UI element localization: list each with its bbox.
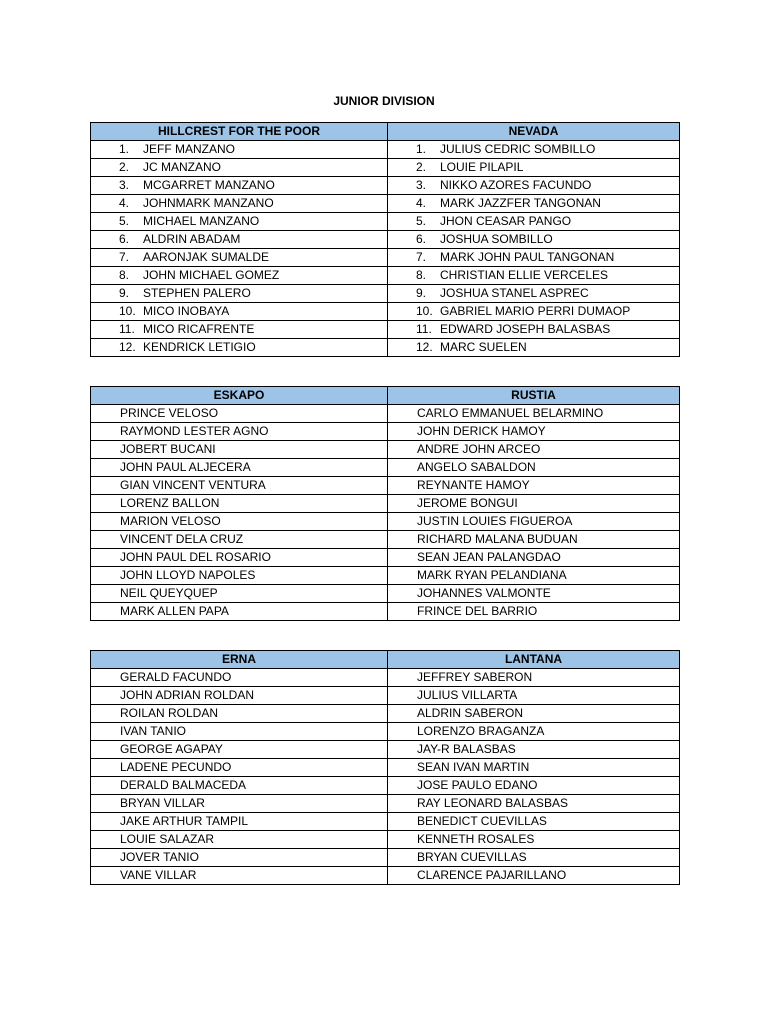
table-row [91, 231, 680, 249]
player-name: JOVER TANIO [120, 850, 199, 864]
table-row [91, 267, 680, 285]
table-row [91, 513, 680, 531]
table-row [91, 705, 680, 723]
table-row [91, 477, 680, 495]
player-number: 1. [416, 142, 427, 156]
player-name: LADENE PECUNDO [120, 760, 232, 774]
player-cell [91, 849, 388, 867]
table-row [91, 405, 680, 423]
player-number: 12. [119, 340, 136, 354]
player-cell [91, 741, 388, 759]
table-row [91, 303, 680, 321]
player-name: LORENZ BALLON [120, 496, 220, 510]
player-name: DERALD BALMACEDA [120, 778, 247, 792]
table-header-row [91, 651, 680, 669]
player-cell [388, 759, 680, 777]
player-name: STEPHEN PALERO [143, 286, 251, 300]
player-cell [388, 867, 680, 885]
roster-table-eskapo-rustia [90, 386, 680, 621]
page-title: JUNIOR DIVISION [333, 94, 435, 108]
team-header-erna: ERNA [91, 651, 388, 669]
player-cell [91, 339, 388, 357]
player-cell [91, 603, 388, 621]
player-cell [388, 477, 680, 495]
player-number: 11. [119, 322, 135, 336]
player-cell [91, 777, 388, 795]
player-number: 2. [119, 160, 130, 174]
player-cell [388, 723, 680, 741]
player-name: ALDRIN SABERON [417, 706, 524, 720]
team-header-nevada: NEVADA [388, 123, 680, 141]
player-number: 10. [119, 304, 136, 318]
player-name: VANE VILLAR [120, 868, 197, 882]
player-name: JOSHUA SOMBILLO [440, 232, 553, 246]
player-name: MICO INOBAYA [143, 304, 230, 318]
player-cell [388, 777, 680, 795]
team-header-hillcrest: HILLCREST FOR THE POOR [91, 123, 388, 141]
player-name: JEFFREY SABERON [417, 670, 533, 684]
player-name: EDWARD JOSEPH BALASBAS [440, 322, 611, 336]
player-name: JOHN PAUL DEL ROSARIO [120, 550, 271, 564]
player-cell [91, 831, 388, 849]
player-cell [91, 759, 388, 777]
table-row [91, 585, 680, 603]
table-row [91, 687, 680, 705]
player-number: 5. [119, 214, 130, 228]
player-cell [91, 867, 388, 885]
table-row [91, 849, 680, 867]
player-cell [91, 567, 388, 585]
table-row [91, 723, 680, 741]
player-cell [388, 741, 680, 759]
player-name: MARC SUELEN [440, 340, 527, 354]
player-cell [91, 231, 388, 249]
player-name: JOHN MICHAEL GOMEZ [143, 268, 280, 282]
table-row [91, 141, 680, 159]
player-cell [388, 441, 680, 459]
player-cell [388, 813, 680, 831]
team-header-rustia: RUSTIA [388, 387, 680, 405]
table-row [91, 495, 680, 513]
player-cell [388, 567, 680, 585]
table-row [91, 741, 680, 759]
player-name: MARK RYAN PELANDIANA [417, 568, 567, 582]
player-number: 6. [416, 232, 427, 246]
player-cell [388, 267, 680, 285]
player-cell [91, 513, 388, 531]
player-name: ALDRIN ABADAM [143, 232, 241, 246]
player-name: RICHARD MALANA BUDUAN [417, 532, 578, 546]
player-number: 9. [119, 286, 130, 300]
player-cell [388, 423, 680, 441]
player-name: CLARENCE PAJARILLANO [417, 868, 567, 882]
player-number: 8. [416, 268, 427, 282]
player-cell [91, 495, 388, 513]
player-number: 3. [416, 178, 427, 192]
player-number: 7. [416, 250, 427, 264]
player-name: JOHN LLOYD NAPOLES [120, 568, 256, 582]
player-name: JAY-R BALASBAS [417, 742, 516, 756]
player-name: GEORGE AGAPAY [120, 742, 223, 756]
player-name: BRYAN CUEVILLAS [417, 850, 527, 864]
player-name: JHON CEASAR PANGO [440, 214, 572, 228]
player-name: FRINCE DEL BARRIO [417, 604, 538, 618]
player-name: JULIUS CEDRIC SOMBILLO [440, 142, 596, 156]
player-cell [91, 459, 388, 477]
player-number: 9. [416, 286, 427, 300]
player-name: JULIUS VILLARTA [417, 688, 518, 702]
player-number: 11. [416, 322, 432, 336]
player-name: JOHANNES VALMONTE [417, 586, 551, 600]
table-row [91, 195, 680, 213]
table-row [91, 423, 680, 441]
player-cell [91, 669, 388, 687]
player-cell [388, 603, 680, 621]
player-cell [388, 213, 680, 231]
table-header-row [91, 123, 680, 141]
player-number: 6. [119, 232, 130, 246]
table-row [91, 159, 680, 177]
player-name: ROILAN ROLDAN [120, 706, 219, 720]
player-cell [91, 285, 388, 303]
player-cell [388, 405, 680, 423]
player-cell [388, 339, 680, 357]
player-name: JOSHUA STANEL ASPREC [440, 286, 589, 300]
table-header-row [91, 387, 680, 405]
player-name: LORENZO BRAGANZA [417, 724, 545, 738]
table-row [91, 549, 680, 567]
player-number: 12. [416, 340, 433, 354]
player-name: MARION VELOSO [120, 514, 221, 528]
player-name: SEAN IVAN MARTIN [417, 760, 530, 774]
player-name: ANDRE JOHN ARCEO [417, 442, 541, 456]
player-cell [388, 531, 680, 549]
player-name: JOHN DERICK HAMOY [417, 424, 546, 438]
player-cell [91, 441, 388, 459]
table-row [91, 867, 680, 885]
player-name: SEAN JEAN PALANGDAO [417, 550, 561, 564]
player-cell [388, 549, 680, 567]
player-number: 3. [119, 178, 130, 192]
table-row [91, 213, 680, 231]
player-cell [91, 141, 388, 159]
player-cell [388, 231, 680, 249]
team-header-lantana: LANTANA [388, 651, 680, 669]
player-cell [388, 513, 680, 531]
player-name: BRYAN VILLAR [120, 796, 205, 810]
player-name: LOUIE PILAPIL [440, 160, 524, 174]
player-number: 1. [119, 142, 130, 156]
player-cell [91, 249, 388, 267]
table-row [91, 321, 680, 339]
player-name: JC MANZANO [143, 160, 221, 174]
player-name: JOHNMARK MANZANO [143, 196, 274, 210]
player-cell [91, 195, 388, 213]
table-row [91, 669, 680, 687]
player-cell [91, 423, 388, 441]
player-number: 5. [416, 214, 427, 228]
player-cell [91, 303, 388, 321]
player-name: JEFF MANZANO [143, 142, 235, 156]
player-cell [388, 321, 680, 339]
player-cell [91, 687, 388, 705]
player-cell [388, 687, 680, 705]
player-name: JAKE ARTHUR TAMPIL [120, 814, 249, 828]
table-row [91, 249, 680, 267]
player-cell [91, 795, 388, 813]
player-cell [91, 159, 388, 177]
player-name: RAY LEONARD BALASBAS [417, 796, 568, 810]
player-cell [388, 285, 680, 303]
player-cell [91, 405, 388, 423]
player-number: 10. [416, 304, 433, 318]
table-row [91, 531, 680, 549]
player-cell [91, 321, 388, 339]
player-cell [388, 831, 680, 849]
player-number: 7. [119, 250, 130, 264]
player-name: RAYMOND LESTER AGNO [120, 424, 269, 438]
player-name: JOBERT BUCANI [120, 442, 216, 456]
player-name: NEIL QUEYQUEP [120, 586, 218, 600]
player-name: GABRIEL MARIO PERRI DUMAOP [440, 304, 631, 318]
player-name: MARK JAZZFER TANGONAN [440, 196, 601, 210]
player-number: 4. [416, 196, 427, 210]
team-header-eskapo: ESKAPO [91, 387, 388, 405]
roster-table-hillcrest-nevada [90, 122, 680, 357]
player-name: AARONJAK SUMALDE [143, 250, 270, 264]
table-row [91, 441, 680, 459]
player-cell [91, 477, 388, 495]
player-name: JEROME BONGUI [417, 496, 518, 510]
player-name: CARLO EMMANUEL BELARMINO [417, 406, 604, 420]
player-cell [388, 249, 680, 267]
player-name: GIAN VINCENT VENTURA [120, 478, 266, 492]
player-name: CHRISTIAN ELLIE VERCELES [440, 268, 609, 282]
player-cell [91, 723, 388, 741]
player-cell [388, 585, 680, 603]
player-name: MCGARRET MANZANO [143, 178, 275, 192]
player-cell [388, 141, 680, 159]
player-name: JOHN PAUL ALJECERA [120, 460, 251, 474]
player-name: GERALD FACUNDO [120, 670, 232, 684]
table-row [91, 567, 680, 585]
player-name: ANGELO SABALDON [417, 460, 536, 474]
player-name: LOUIE SALAZAR [120, 832, 215, 846]
player-name: MARK JOHN PAUL TANGONAN [440, 250, 615, 264]
player-cell [91, 213, 388, 231]
player-cell [388, 303, 680, 321]
player-name: KENNETH ROSALES [417, 832, 535, 846]
player-cell [91, 705, 388, 723]
roster-table-erna-lantana [90, 650, 680, 885]
player-name: MICHAEL MANZANO [143, 214, 260, 228]
player-name: KENDRICK LETIGIO [143, 340, 256, 354]
player-number: 8. [119, 268, 130, 282]
player-cell [91, 549, 388, 567]
player-name: BENEDICT CUEVILLAS [417, 814, 547, 828]
player-number: 4. [119, 196, 130, 210]
player-cell [388, 795, 680, 813]
player-cell [388, 669, 680, 687]
player-name: VINCENT DELA CRUZ [120, 532, 244, 546]
table-row [91, 285, 680, 303]
table-row [91, 339, 680, 357]
table-row [91, 759, 680, 777]
table-row [91, 813, 680, 831]
player-cell [91, 813, 388, 831]
player-name: JOHN ADRIAN ROLDAN [120, 688, 255, 702]
player-cell [388, 177, 680, 195]
player-cell [388, 495, 680, 513]
player-name: JOSE PAULO EDANO [417, 778, 538, 792]
table-row [91, 603, 680, 621]
player-name: MARK ALLEN PAPA [120, 604, 229, 618]
player-cell [91, 177, 388, 195]
player-name: NIKKO AZORES FACUNDO [440, 178, 592, 192]
player-cell [388, 195, 680, 213]
player-cell [388, 849, 680, 867]
table-row [91, 831, 680, 849]
player-number: 2. [416, 160, 427, 174]
player-cell [388, 159, 680, 177]
player-name: REYNANTE HAMOY [417, 478, 530, 492]
player-name: MICO RICAFRENTE [143, 322, 255, 336]
table-row [91, 777, 680, 795]
table-row [91, 177, 680, 195]
player-cell [91, 531, 388, 549]
player-cell [91, 267, 388, 285]
player-name: PRINCE VELOSO [120, 406, 219, 420]
player-name: JUSTIN LOUIES FIGUEROA [417, 514, 573, 528]
player-cell [388, 705, 680, 723]
table-row [91, 459, 680, 477]
player-cell [388, 459, 680, 477]
table-row [91, 795, 680, 813]
player-name: IVAN TANIO [120, 724, 187, 738]
player-cell [91, 585, 388, 603]
